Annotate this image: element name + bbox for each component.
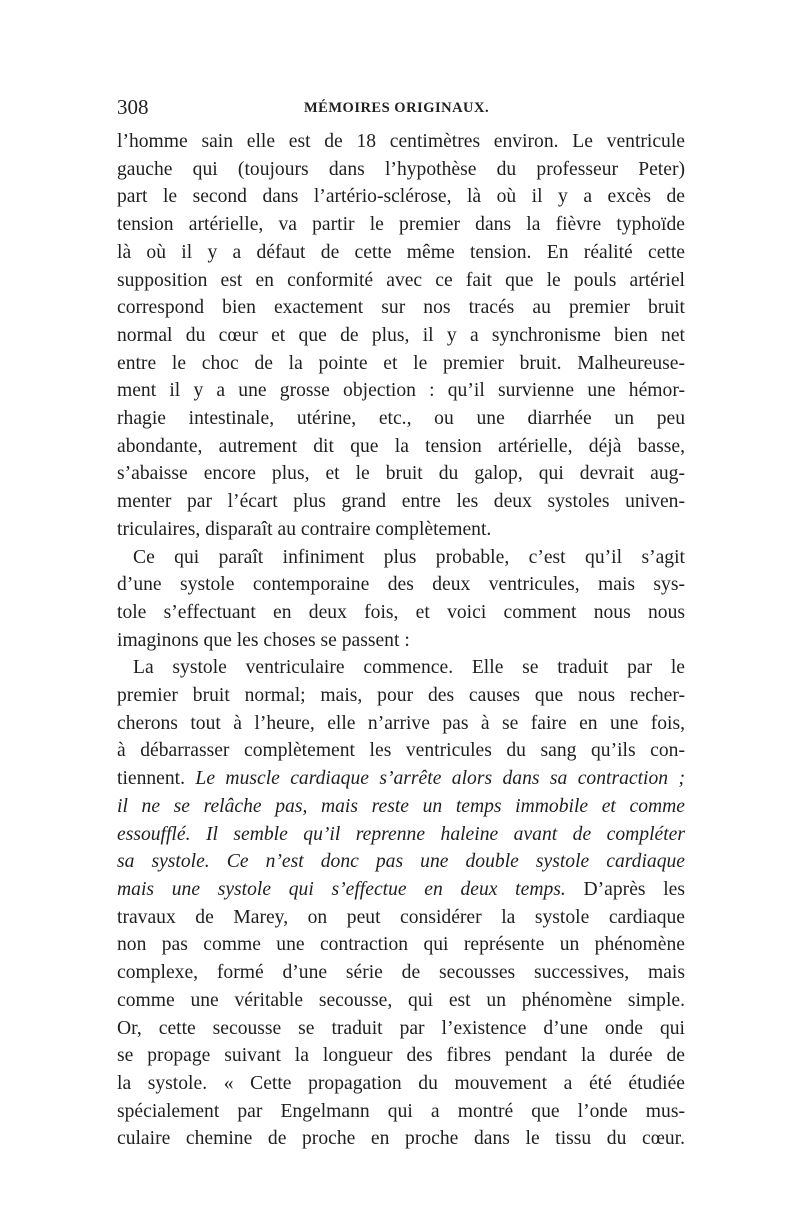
italic-segment: il ne se relâche pas, mais reste un temps immobile et comme <box>117 795 685 817</box>
text-segment: imaginons que les choses se passent : <box>117 629 410 651</box>
text-line <box>117 267 685 295</box>
text-line <box>117 488 685 516</box>
text-line <box>117 156 685 184</box>
text-line <box>117 405 685 433</box>
text-segment: menter par l’écart plus grand entre les deux systoles univen- <box>117 491 685 513</box>
text-line <box>117 1125 685 1153</box>
text-segment: la systole. « Cette propagation du mouvement a été étudiée <box>117 1072 685 1094</box>
text-segment: supposition est en conformité avec ce fait que le pouls artériel <box>117 269 685 291</box>
text-line <box>117 350 685 378</box>
text-segment: complexe, formé d’une série de secousses successives, mais <box>117 962 685 984</box>
text-line <box>117 1015 685 1043</box>
text-line <box>117 765 685 793</box>
text-line <box>117 931 685 959</box>
text-segment: tension artérielle, va partir le premier dans la fièvre typhoïde <box>117 214 685 236</box>
text-segment: normal du cœur et que de plus, il y a synchronisme bien net <box>117 324 685 346</box>
text-line <box>117 1070 685 1098</box>
text-line <box>117 322 685 350</box>
text-segment: tiennent. <box>117 768 196 790</box>
text-line <box>117 821 685 849</box>
text-line <box>117 987 685 1015</box>
text-segment: entre le choc de la pointe et le premier bruit. Malheureuse- <box>117 352 685 374</box>
text-segment: rhagie intestinale, utérine, etc., ou une diarrhée un peu <box>117 408 685 430</box>
text-segment: l’homme sain elle est de 18 centimètres environ. Le ventricule <box>117 131 685 152</box>
text-segment: La systole ventriculaire commence. Elle se traduit par le <box>133 657 685 679</box>
text-line <box>117 654 685 682</box>
page-number: 308 <box>117 95 149 119</box>
text-segment: là où il y a défaut de cette même tension. En réalité cette <box>117 241 685 263</box>
text-line <box>117 710 685 738</box>
text-segment: gauche qui (toujours dans l’hypothèse du professeur Peter) <box>117 158 685 180</box>
text-segment: D’après les <box>565 878 685 900</box>
text-line <box>117 433 685 461</box>
text-segment: premier bruit normal; mais, pour des causes que nous recher- <box>117 685 685 707</box>
text-segment: Or, cette secousse se traduit par l’existence d’une onde qui <box>117 1017 685 1039</box>
text-line <box>117 544 685 572</box>
book-page <box>117 92 685 1153</box>
text-line <box>117 793 685 821</box>
text-line <box>117 682 685 710</box>
text-segment: s’abaisse encore plus, et le bruit du galop, qui devrait aug- <box>117 463 685 485</box>
text-line <box>117 571 685 599</box>
text-line <box>117 1098 685 1126</box>
text-segment: travaux de Marey, on peut considérer la systole cardiaque <box>117 906 685 928</box>
text-line <box>117 460 685 488</box>
text-segment: spécialement par Engelmann qui a montré que l’onde mus- <box>117 1100 685 1122</box>
italic-segment: mais une systole qui s’effectue en deux temps. <box>117 878 566 900</box>
text-line <box>117 294 685 322</box>
text-line <box>117 876 685 904</box>
text-segment: abondante, autrement dit que la tension artérielle, déjà basse, <box>117 435 685 457</box>
text-segment: d’une systole contemporaine des deux ventricules, mais sys- <box>117 574 685 596</box>
italic-segment: sa systole. Ce n’est donc pas une double systole cardiaque <box>117 851 685 873</box>
running-title: MÉMOIRES ORIGINAUX. <box>304 100 490 116</box>
text-line <box>117 904 685 932</box>
text-segment: ment il y a une grosse objection : qu’il survienne une hémor- <box>117 380 685 402</box>
text-segment: correspond bien exactement sur nos tracés au premier bruit <box>117 297 685 319</box>
text-segment: non pas comme une contraction qui représente un phénomène <box>117 934 685 956</box>
text-line <box>117 848 685 876</box>
text-segment: part le second dans l’artério-sclérose, là où il y a excès de <box>117 186 685 208</box>
italic-segment: essoufflé. Il semble qu’il reprenne haleine avant de compléter <box>117 823 685 845</box>
text-segment: tole s’effectuant en deux fois, et voici comment nous nous <box>117 601 685 623</box>
text-line <box>117 239 685 267</box>
text-line <box>117 599 685 627</box>
text-segment: triculaires, disparaît au contraire complètement. <box>117 518 492 540</box>
text-line <box>117 128 685 156</box>
body-text <box>117 128 685 1153</box>
text-line <box>117 627 685 655</box>
text-line <box>117 1042 685 1070</box>
text-line <box>117 737 685 765</box>
text-line <box>117 211 685 239</box>
text-line <box>117 377 685 405</box>
text-segment: Ce qui paraît infiniment plus probable, c’est qu’il s’agit <box>133 546 685 568</box>
text-line <box>117 516 685 544</box>
text-segment: se propage suivant la longueur des fibres pendant la durée de <box>117 1045 685 1067</box>
text-segment: culaire chemine de proche en proche dans le tissu du cœur. <box>117 1128 685 1150</box>
italic-segment: Le muscle cardiaque s’arrête alors dans sa contraction ; <box>195 768 685 790</box>
text-segment: à débarrasser complètement les ventricules du sang qu’ils con- <box>117 740 685 762</box>
text-segment: cherons tout à l’heure, elle n’arrive pas à se faire en une fois, <box>117 712 685 734</box>
page-header <box>117 92 685 122</box>
text-segment: comme une véritable secousse, qui est un phénomène simple. <box>117 989 685 1011</box>
text-line <box>117 183 685 211</box>
text-line <box>117 959 685 987</box>
